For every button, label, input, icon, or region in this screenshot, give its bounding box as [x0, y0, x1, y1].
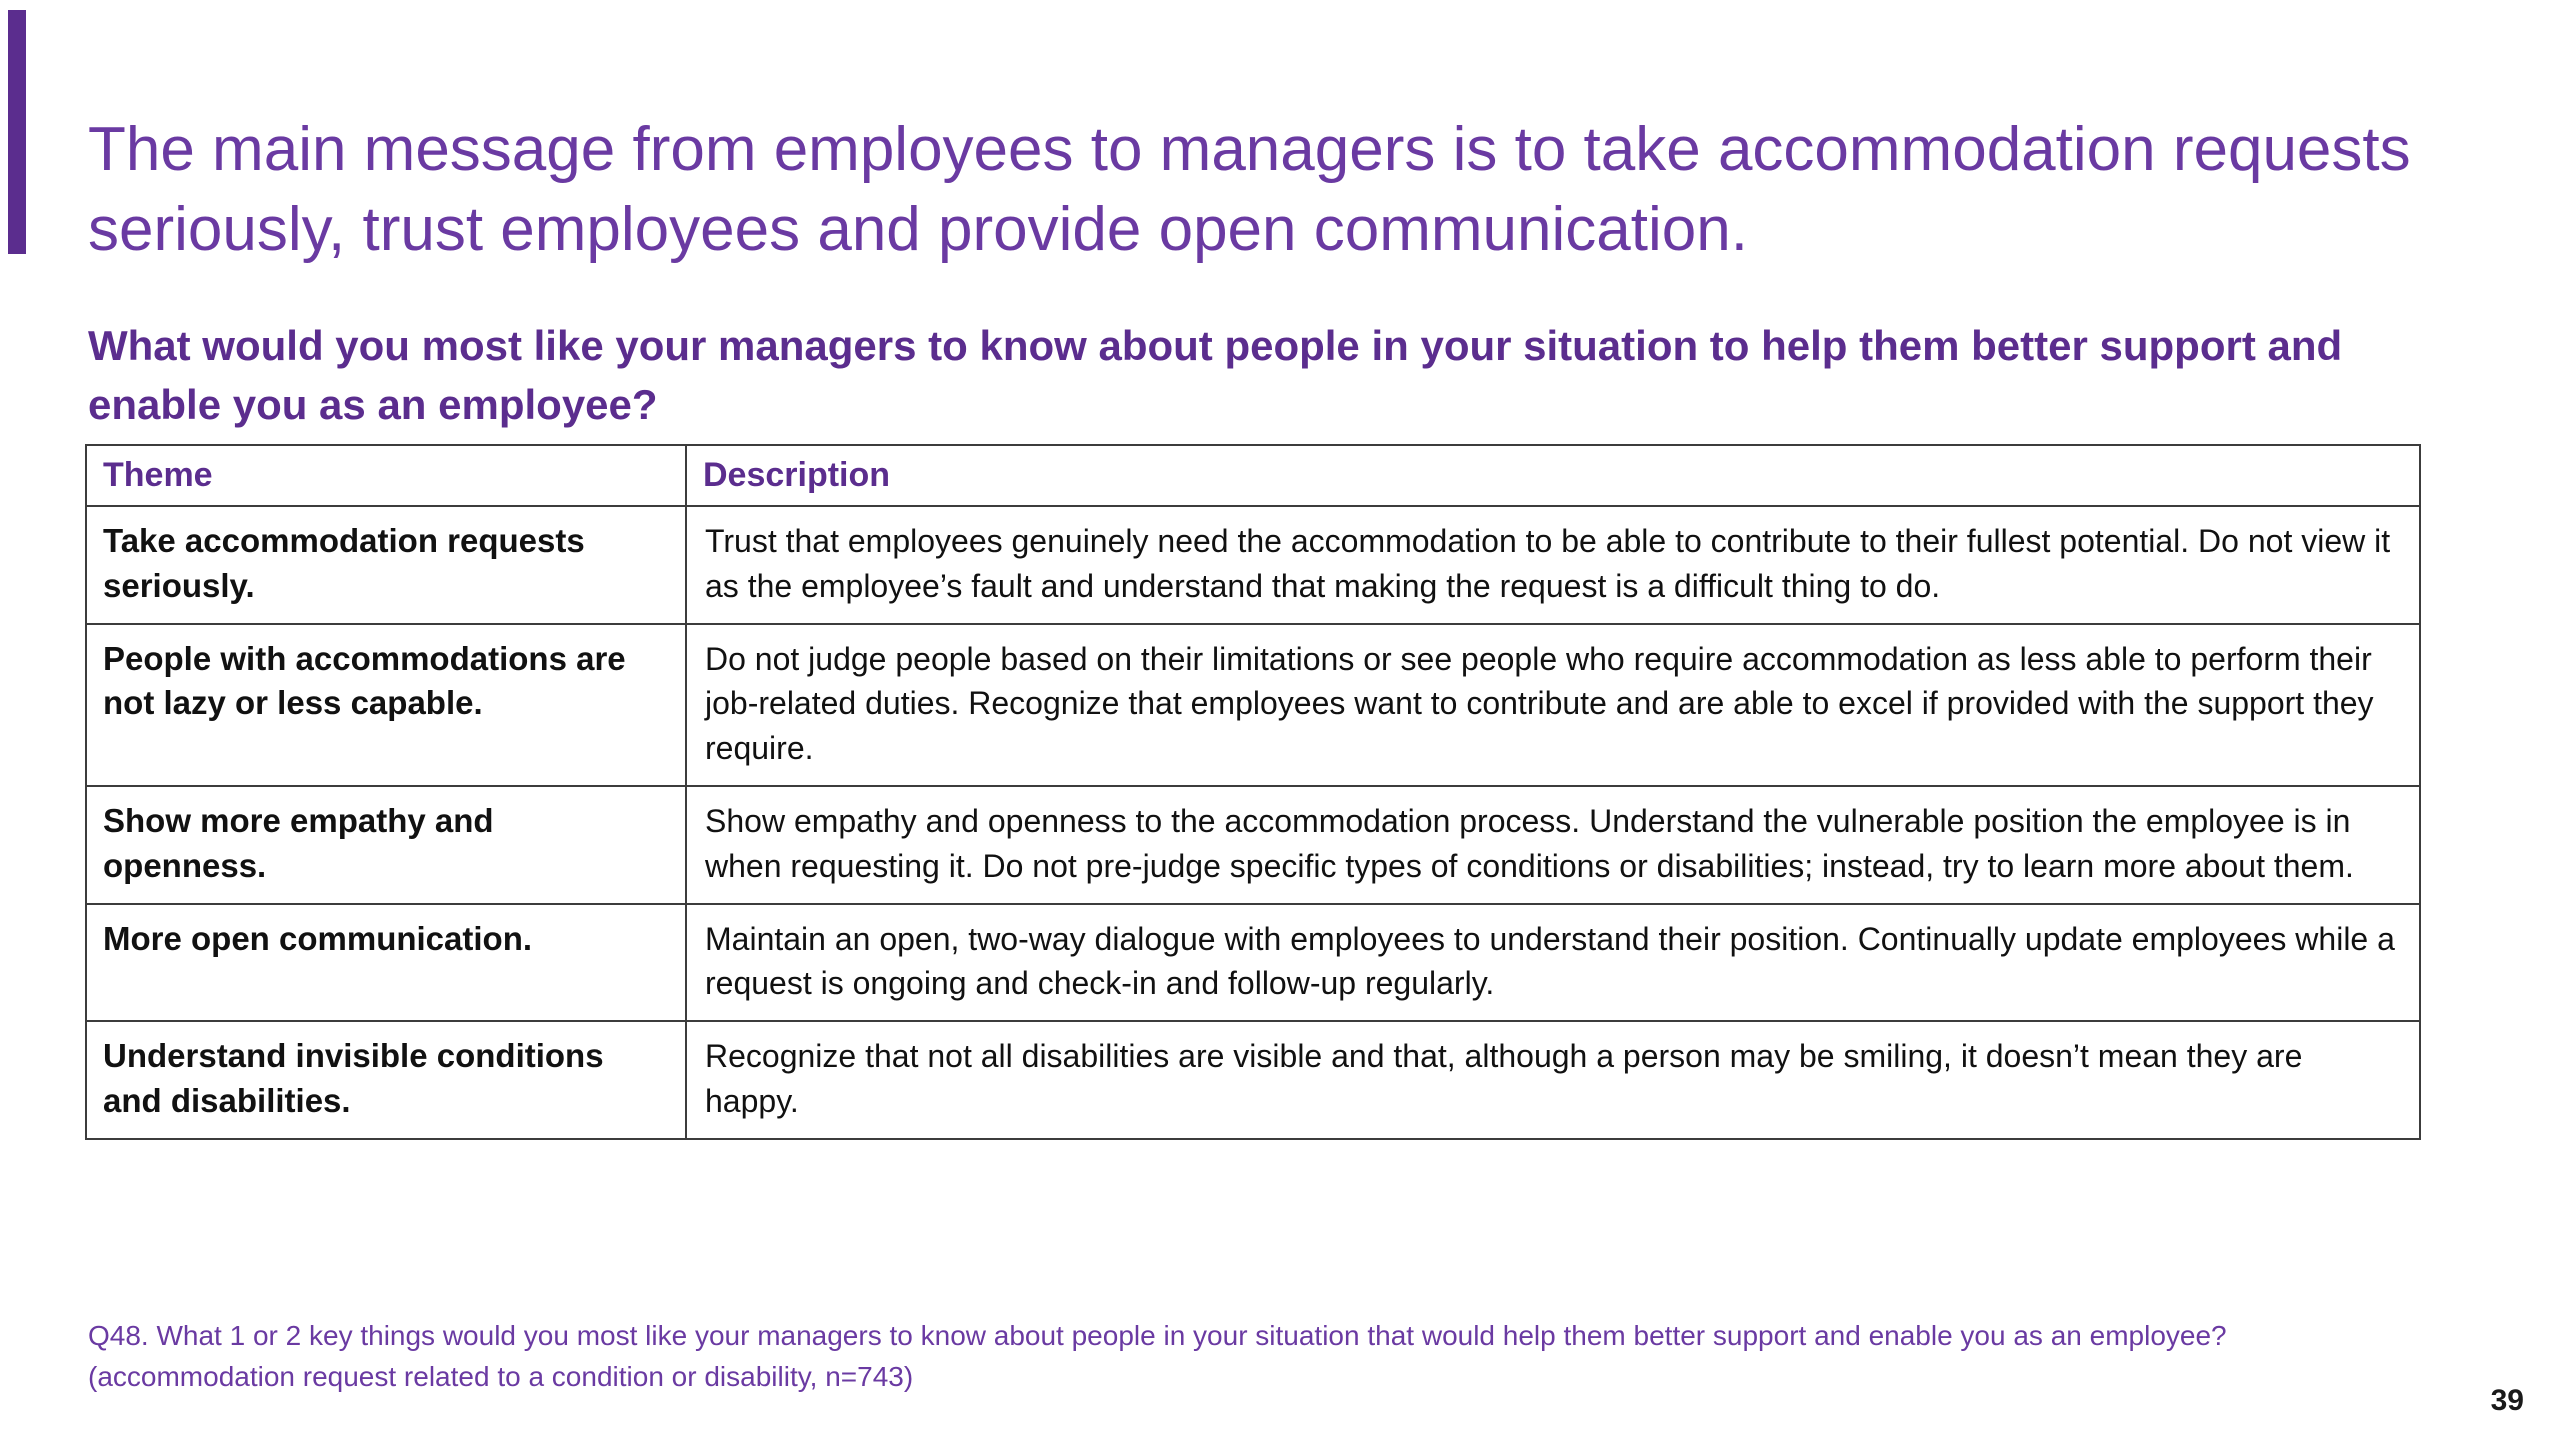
description-cell: Recognize that not all disabilities are visible and that, although a person may be smiling, it doesn’t mean they are happy. [686, 1021, 2420, 1139]
theme-cell: People with accommodations are not lazy or less capable. [86, 624, 686, 786]
description-cell: Show empathy and openness to the accommodation process. Understand the vulnerable position the employee is in when requesting it. Do not pre-judge specific types of conditions or disabilities; instead, try to learn more about them. [686, 786, 2420, 904]
themes-table [85, 444, 2421, 1140]
table-row [86, 904, 2420, 1022]
slide-title: The main message from employees to managers is to take accommodation requests seriously, trust employees and provide open communication. [88, 114, 2411, 265]
accent-bar [8, 10, 26, 254]
footnote: Q48. What 1 or 2 key things would you most like your managers to know about people in your situation that would help them better support and enable you as an employee? (accommodation request related to a condition or disability, n=743) [88, 1320, 2227, 1392]
table-header-theme: Theme [86, 445, 686, 506]
description-cell: Maintain an open, two-way dialogue with employees to understand their position. Continually update employees while a request is ongoing and check-in and follow-up regularly. [686, 904, 2420, 1022]
theme-cell: Take accommodation requests seriously. [86, 506, 686, 624]
question-subtitle: What would you most like your managers to know about people in your situation to help them better support and enable you as an employee? [88, 321, 2343, 428]
description-cell: Do not judge people based on their limitations or see people who require accommodation as less able to perform their job-related duties. Recognize that employees want to contribute and are able to excel if provided with the support they require. [686, 624, 2420, 786]
page-number: 39 [2490, 1384, 2524, 1417]
table-header-row [86, 445, 2420, 506]
table-header-description: Description [686, 445, 2420, 506]
theme-cell: Understand invisible conditions and disabilities. [86, 1021, 686, 1139]
description-cell: Trust that employees genuinely need the accommodation to be able to contribute to their fullest potential. Do not view it as the employee’s fault and understand that making the request is a difficult thing to do. [686, 506, 2420, 624]
table-row [86, 506, 2420, 624]
table-row [86, 624, 2420, 786]
theme-cell: Show more empathy and openness. [86, 786, 686, 904]
table-row [86, 786, 2420, 904]
table-row [86, 1021, 2420, 1139]
theme-cell: More open communication. [86, 904, 686, 1022]
